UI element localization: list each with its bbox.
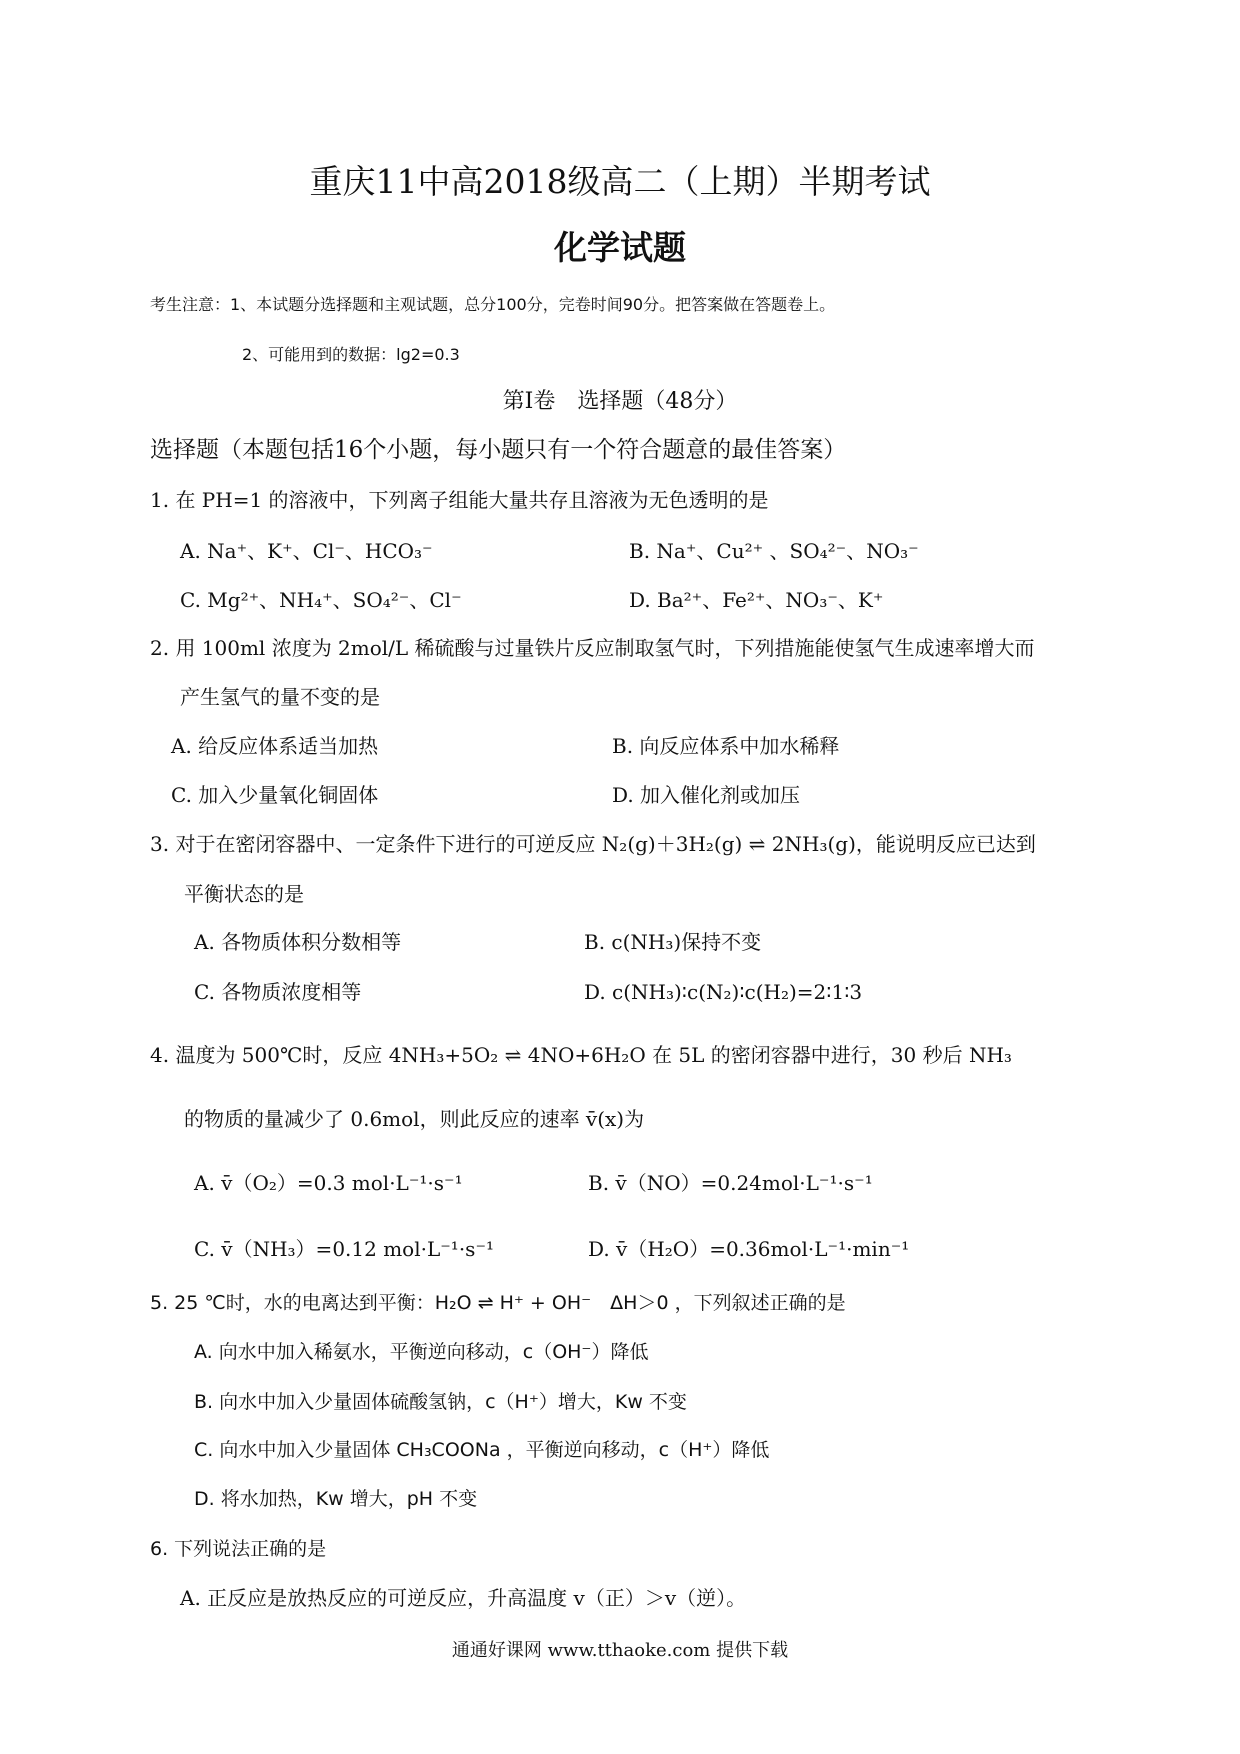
- question-4-option-a: A. v̄（O₂）=0.3 mol·L⁻¹·s⁻¹: [194, 1171, 463, 1195]
- page-footer: 通通好课网 www.tthaoke.com 提供下载: [451, 1640, 789, 1661]
- exam-note-1: 考生注意：1、本试题分选择题和主观试题，总分100分，完卷时间90分。把答案做在答题卷上。: [150, 295, 836, 314]
- question-5-option-c: C. 向水中加入少量固体 CH₃COONa ，平衡逆向移动，c（H⁺）降低: [194, 1439, 770, 1461]
- question-5-option-d: D. 将水加热，Kw 增大，pH 不变: [194, 1488, 478, 1510]
- question-3-stem-cont: 平衡状态的是: [184, 882, 304, 906]
- question-3-option-a: A. 各物质体积分数相等: [194, 930, 402, 954]
- question-6-option-a: A. 正反应是放热反应的可逆反应，升高温度 v（正）＞v（逆）。: [180, 1586, 747, 1610]
- question-2-option-c: C. 加入少量氧化铜固体: [171, 783, 379, 807]
- question-1-option-b: B. Na⁺、Cu²⁺ 、SO₄²⁻、NO₃⁻: [629, 539, 919, 563]
- section-intro: 选择题（本题包括16个小题，每小题只有一个符合题意的最佳答案）: [150, 437, 847, 463]
- question-6-stem: 6. 下列说法正确的是: [150, 1538, 327, 1560]
- exam-title: 重庆11中高2018级高二（上期）半期考试: [309, 162, 931, 201]
- question-1-option-d: D. Ba²⁺、Fe²⁺、NO₃⁻、K⁺: [629, 588, 884, 612]
- question-2-option-a: A. 给反应体系适当加热: [171, 734, 379, 758]
- question-1-option-a: A. Na⁺、K⁺、Cl⁻、HCO₃⁻: [180, 539, 433, 563]
- question-3-option-b: B. c(NH₃)保持不变: [584, 930, 762, 954]
- question-2-stem-cont: 产生氢气的量不变的是: [180, 685, 380, 709]
- question-4-option-d: D. v̄（H₂O）=0.36mol·L⁻¹·min⁻¹: [588, 1237, 910, 1261]
- question-1-stem: 1. 在 PH=1 的溶液中，下列离子组能大量共存且溶液为无色透明的是: [150, 488, 769, 512]
- question-5-option-a: A. 向水中加入稀氨水，平衡逆向移动，c（OH⁻）降低: [194, 1341, 649, 1363]
- question-3-stem: 3. 对于在密闭容器中、一定条件下进行的可逆反应 N₂(g)＋3H₂(g) ⇌ 2NH₃(g)，能说明反应已达到: [150, 832, 1036, 856]
- question-4-option-c: C. v̄（NH₃）=0.12 mol·L⁻¹·s⁻¹: [194, 1237, 495, 1261]
- question-2-stem: 2. 用 100ml 浓度为 2mol/L 稀硫酸与过量铁片反应制取氢气时，下列措施能使氢气生成速率增大而: [150, 636, 1035, 660]
- question-2-option-d: D. 加入催化剂或加压: [612, 783, 801, 807]
- question-4-stem: 4. 温度为 500℃时，反应 4NH₃+5O₂ ⇌ 4NO+6H₂O 在 5L 的密闭容器中进行，30 秒后 NH₃: [150, 1043, 1012, 1067]
- subject-title: 化学试题: [554, 228, 686, 267]
- question-5-option-b: B. 向水中加入少量固体硫酸氢钠，c（H⁺）增大，Kw 不变: [194, 1391, 687, 1413]
- question-4-stem-cont: 的物质的量减少了 0.6mol，则此反应的速率 v̄(x)为: [184, 1107, 645, 1131]
- exam-note-2: 2、可能用到的数据：lg2=0.3: [242, 345, 460, 364]
- question-3-option-c: C. 各物质浓度相等: [194, 980, 362, 1004]
- question-3-option-d: D. c(NH₃)∶c(N₂)∶c(H₂)=2∶1∶3: [584, 980, 863, 1004]
- question-1-option-c: C. Mg²⁺、NH₄⁺、SO₄²⁻、Cl⁻: [180, 588, 462, 612]
- question-4-option-b: B. v̄（NO）=0.24mol·L⁻¹·s⁻¹: [588, 1171, 873, 1195]
- question-2-option-b: B. 向反应体系中加水稀释: [612, 734, 840, 758]
- question-5-stem: 5. 25 ℃时，水的电离达到平衡：H₂O ⇌ H⁺ + OH⁻ ΔH＞0 ，下列叙述正确的是: [150, 1292, 846, 1314]
- section-title: 第Ⅰ卷 选择题（48分）: [502, 389, 738, 414]
